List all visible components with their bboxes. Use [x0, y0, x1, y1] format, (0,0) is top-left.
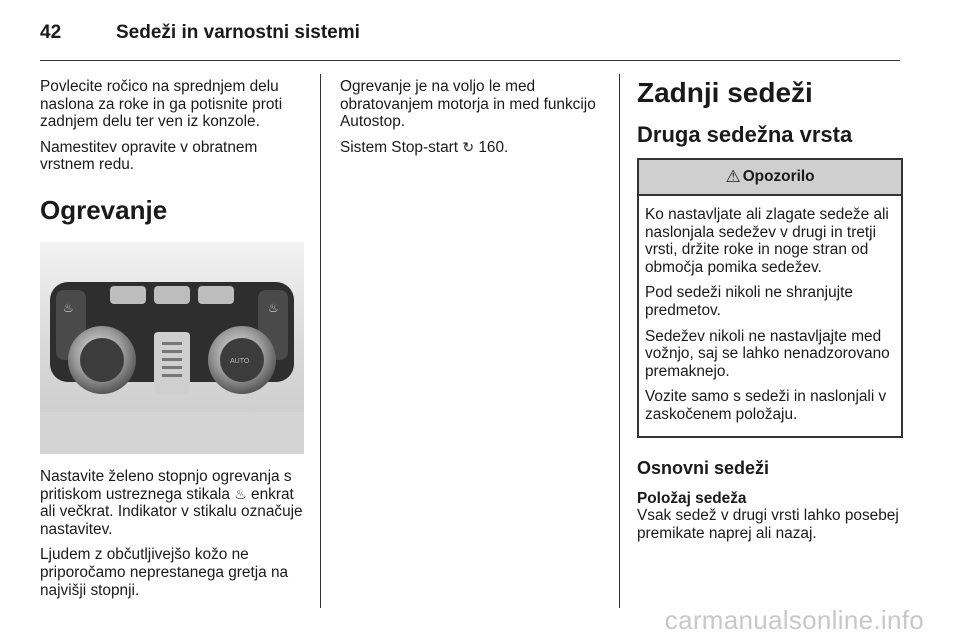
seat-heat-icon: ♨	[234, 485, 247, 502]
warning-triangle-icon: ⚠	[725, 167, 741, 187]
page-reference-icon: ↻	[462, 138, 475, 155]
left-seat-heat-icon: ♨	[63, 300, 74, 315]
subsection-second-row: Druga sedežna vrsta	[637, 122, 853, 147]
run-heading-seat-position: Položaj sedeža	[637, 489, 747, 507]
paragraph-armrest: Povlecite ročico na sprednjem delu naslona za roke in ga potisnite proti zadnjem delu ter ven iz konzole.	[40, 78, 283, 131]
paragraph-seat-movement: Vsak sedež v drugi vrsti lahko posebej premikate naprej ali nazaj.	[637, 507, 899, 542]
warning-paragraph: Pod sedeži nikoli ne shranjujte predmetov.	[645, 284, 853, 319]
paragraph-reinstall: Namestitev opravite v obratnem vrstnem redu.	[40, 138, 258, 174]
column-divider-1	[320, 74, 321, 608]
column-3	[637, 78, 903, 550]
warning-paragraph: Ko nastavljate ali zlagate sedeže ali naslonjala sedežev v drugi in tretji vrsti, držite roke in noge stran od območja pomika sedežev.	[645, 206, 889, 276]
section-heading-heating: Ogrevanje	[40, 194, 168, 225]
column-1	[40, 78, 305, 607]
page-header	[40, 22, 360, 44]
auto-label: AUTO	[230, 357, 250, 365]
paragraph-heating-availability: Ogrevanje je na voljo le med obratovanjem motorja in med funkcijo Autostop.	[340, 78, 596, 131]
paragraph-heat-level: Nastavite želeno stopnjo ogrevanja s pritiskom ustreznega stikala ♨ enkrat ali večkrat. Indikator v stikalu označuje nastavitev.	[40, 467, 303, 538]
paragraph-stop-start-ref: Sistem Stop-start ↻ 160.	[340, 138, 509, 156]
warning-box	[637, 158, 903, 438]
column-2	[340, 78, 602, 164]
section-basic-seats: Osnovni sedeži	[637, 457, 770, 478]
warning-header	[639, 160, 901, 196]
header-rule	[40, 60, 900, 61]
watermark: carmanualsonline.info	[664, 605, 924, 635]
right-seat-heat-icon: ♨	[268, 300, 279, 315]
section-title-rear-seats: Zadnji sedeži	[637, 77, 813, 108]
page-number: 42	[40, 22, 62, 43]
warning-label: Opozorilo	[742, 168, 815, 186]
chapter-title: Sedeži in varnostni sistemi	[116, 22, 360, 43]
climate-control-panel-photo	[40, 242, 304, 454]
warning-paragraph: Sedežev nikoli ne nastavljajte med vožnjo, saj se lahko nenadzorovano premaknejo.	[645, 327, 890, 380]
paragraph-sensitive-skin: Ljudem z občutljivejšo kožo ne priporočamo neprestanega gretja na najvišji stopnji.	[40, 546, 289, 599]
column-divider-2	[619, 74, 620, 608]
warning-paragraph: Vozite samo s sedeži in naslonjali v zaskočenem položaju.	[645, 388, 887, 423]
warning-body	[639, 196, 901, 436]
